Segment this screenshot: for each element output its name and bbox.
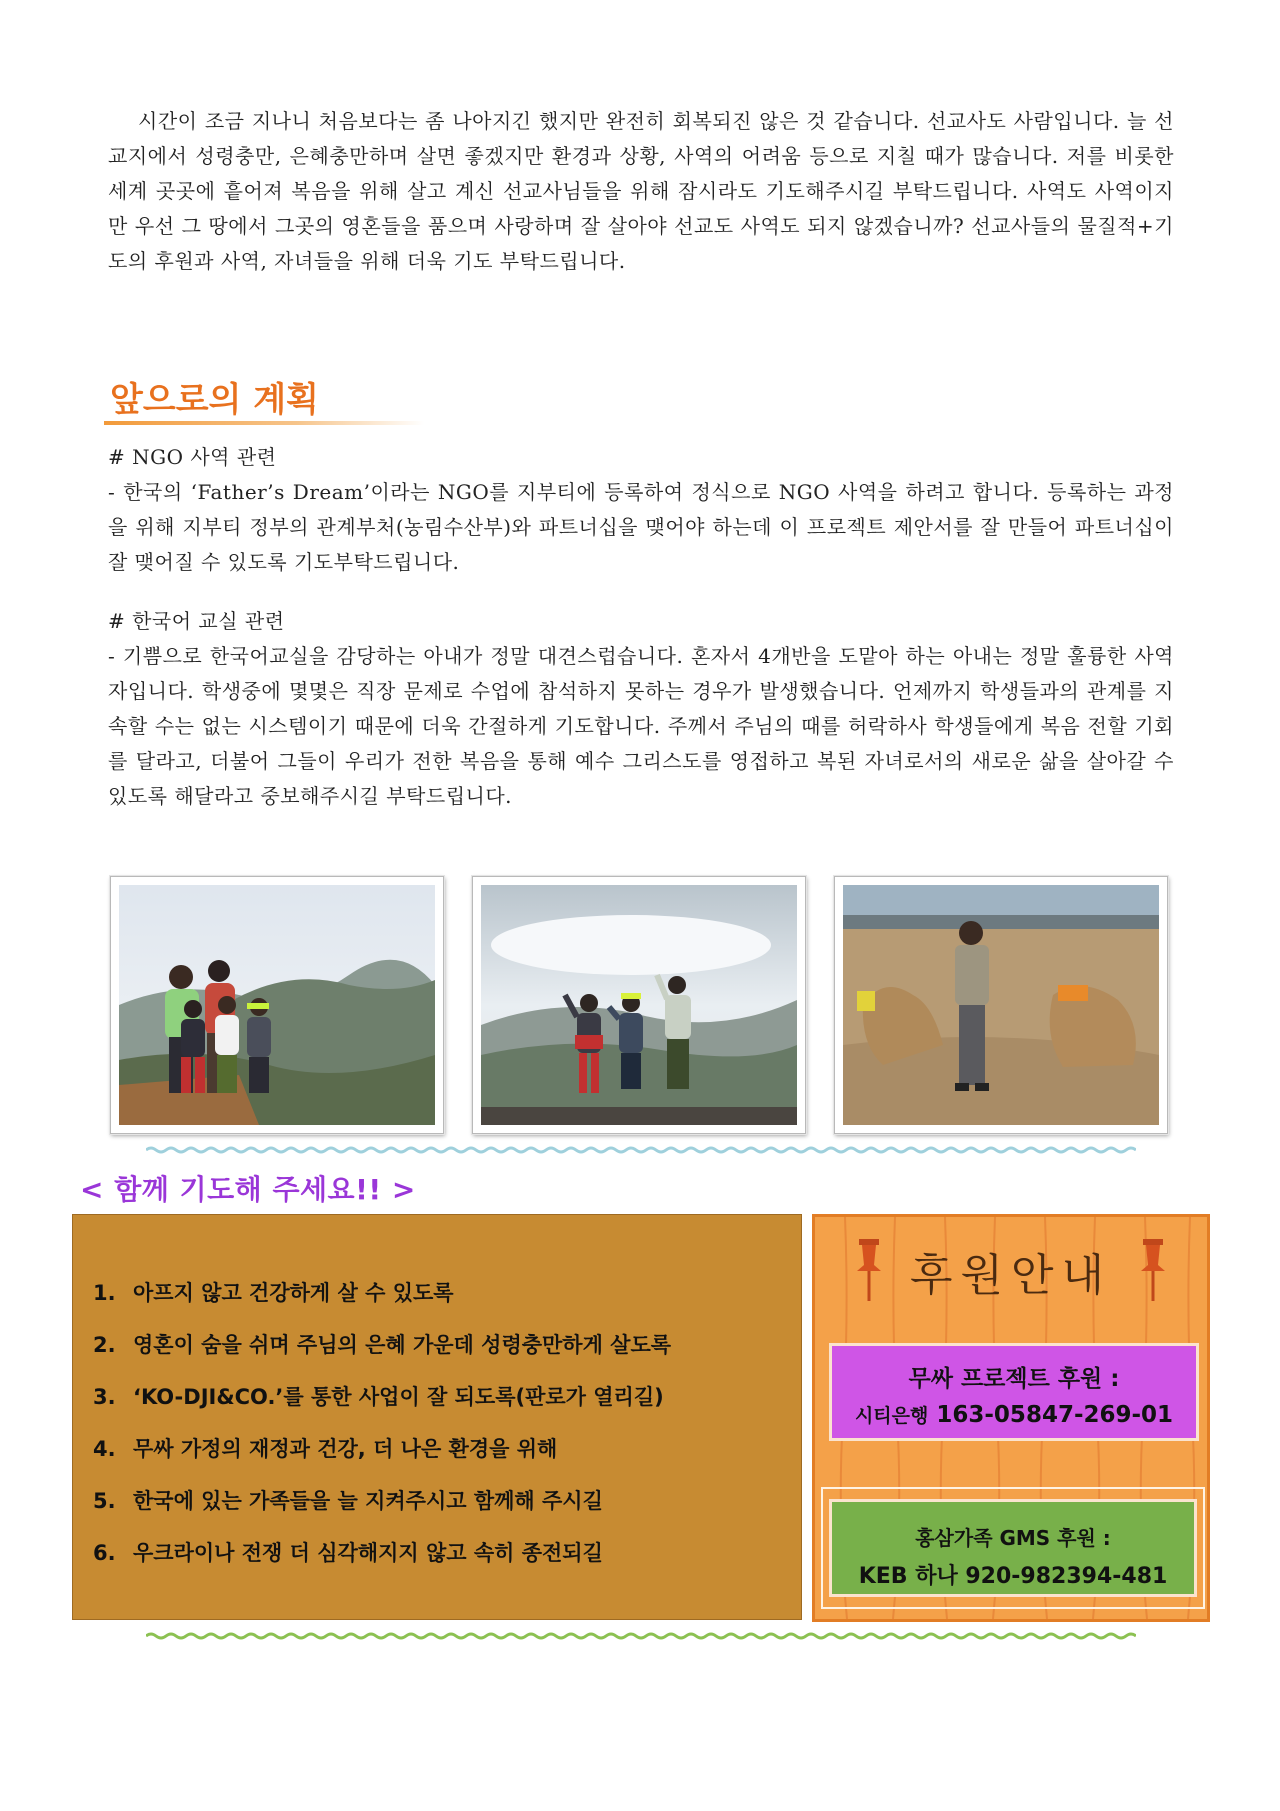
prayer-item-number: 6. bbox=[93, 1541, 116, 1565]
prayer-title: < 함께 기도해 주세요!! > bbox=[80, 1173, 416, 1206]
prayer-box bbox=[72, 1214, 802, 1620]
gms-support-card bbox=[829, 1499, 1197, 1597]
ngo-section-title: # NGO 사역 관련 bbox=[108, 445, 277, 469]
wavy-divider-bottom bbox=[146, 1632, 1136, 1640]
wavy-divider-top bbox=[146, 1146, 1136, 1154]
prayer-list bbox=[93, 1267, 671, 1579]
ngo-section bbox=[108, 440, 1174, 580]
support-title: 후원안내 bbox=[909, 1250, 1112, 1301]
gms-support-label: 홍삼가족 GMS 후원 : bbox=[915, 1526, 1111, 1550]
kids-jumping-photo bbox=[472, 876, 806, 1134]
prayer-item-number: 4. bbox=[93, 1437, 116, 1461]
prayer-item bbox=[93, 1423, 671, 1475]
musa-project-support-card bbox=[829, 1343, 1199, 1441]
prayer-item-text: 무싸 가정의 재정과 건강, 더 나은 환경을 위해 bbox=[133, 1437, 558, 1461]
prayer-item-number: 5. bbox=[93, 1489, 116, 1513]
musa-account-number: 163-05847-269-01 bbox=[936, 1402, 1174, 1428]
section-heading-plans: 앞으로의 계획 bbox=[110, 380, 319, 420]
prayer-item-number: 1. bbox=[93, 1281, 116, 1305]
musa-bank-name: 시티은행 bbox=[854, 1405, 929, 1427]
prayer-item-number: 2. bbox=[93, 1333, 116, 1357]
gms-account-number: KEB 하나 920-982394-481 bbox=[858, 1564, 1168, 1589]
prayer-item-text: 영혼이 숨을 쉬며 주님의 은혜 가운데 성령충만하게 살도록 bbox=[133, 1333, 672, 1357]
prayer-item-text: 아프지 않고 건강하게 살 수 있도록 bbox=[133, 1281, 454, 1305]
korean-class-body: - 기쁨으로 한국어교실을 감당하는 아내가 정말 대견스럽습니다. 혼자서 4개반을 도맡아 하는 아내는 정말 훌륭한 사역자입니다. 학생중에 몇몇은 직장 문제로 수업에 참석하지 못하는 경우가 발생했습니다. 언제까지 학생들과의 관계를 지속할 수는 없는 시스템이기 때문에 더욱 간절하게 기도합니다. 주께서 주님의 때를 허락하사 학생들에게 복음 전할 기회를 달라고, 더불어 그들이 우리가 전한 복음을 통해 예수 그리스도를 영접하고 복된 자녀로서의 새로운 삶을 살아갈 수 있도록 해달라고 중보해주시길 부탁드립니다. bbox=[108, 644, 1174, 808]
prayer-item-text: ‘KO-DJI&CO.’를 통한 사업이 잘 되도록(판로가 열리길) bbox=[133, 1385, 664, 1409]
prayer-item-text: 한국에 있는 가족들을 늘 지켜주시고 함께해 주시길 bbox=[133, 1489, 603, 1513]
kids-jumping-image bbox=[481, 885, 797, 1125]
musa-support-label: 무싸 프로젝트 후원 : bbox=[908, 1366, 1120, 1392]
prayer-item bbox=[93, 1527, 671, 1579]
prayer-item bbox=[93, 1475, 671, 1527]
prayer-item bbox=[93, 1319, 671, 1371]
prayer-item bbox=[93, 1371, 671, 1423]
support-panel bbox=[812, 1214, 1210, 1622]
ngo-section-body: - 한국의 ‘Father’s Dream’이라는 NGO를 지부티에 등록하여 정식으로 NGO 사역을 하려고 합니다. 등록하는 과정을 위해 지부티 정부의 관계부처(농림수산부)와 파트너십을 맺어야 하는데 이 프로젝트 제안서를 잘 만들어 파트너십이 잘 맺어질 수 있도록 기도부탁드립니다. bbox=[108, 480, 1174, 574]
man-with-camels-photo bbox=[834, 876, 1168, 1134]
family-hike-image bbox=[119, 885, 435, 1125]
man-with-camels-image bbox=[843, 885, 1159, 1125]
prayer-item bbox=[93, 1267, 671, 1319]
prayer-item-text: 우크라이나 전쟁 더 심각해지지 않고 속히 종전되길 bbox=[133, 1541, 603, 1565]
korean-class-title: # 한국어 교실 관련 bbox=[108, 609, 285, 633]
heading-underline bbox=[104, 421, 424, 425]
family-hike-photo bbox=[110, 876, 444, 1134]
prayer-item-number: 3. bbox=[93, 1385, 116, 1409]
musa-account-line bbox=[832, 1401, 1196, 1428]
korean-class-section bbox=[108, 604, 1174, 814]
intro-paragraph: 시간이 조금 지나니 처음보다는 좀 나아지긴 했지만 완전히 회복되진 않은 것 같습니다. 선교사도 사람입니다. 늘 선교지에서 성령충만, 은혜충만하며 살면 좋겠지만 환경과 상황, 사역의 어려움 등으로 지칠 때가 많습니다. 저를 비롯한 세계 곳곳에 흩어져 복음을 위해 살고 계신 선교사님들을 위해 잠시라도 기도해주시길 부탁드립니다. 사역도 사역이지만 우선 그 땅에서 그곳의 영혼들을 품으며 사랑하며 잘 살아야 선교도 사역도 되지 않겠습니까? 선교사들의 물질적+기도의 후원과 사역, 자녀들을 위해 더욱 기도 부탁드립니다. bbox=[108, 109, 1174, 273]
